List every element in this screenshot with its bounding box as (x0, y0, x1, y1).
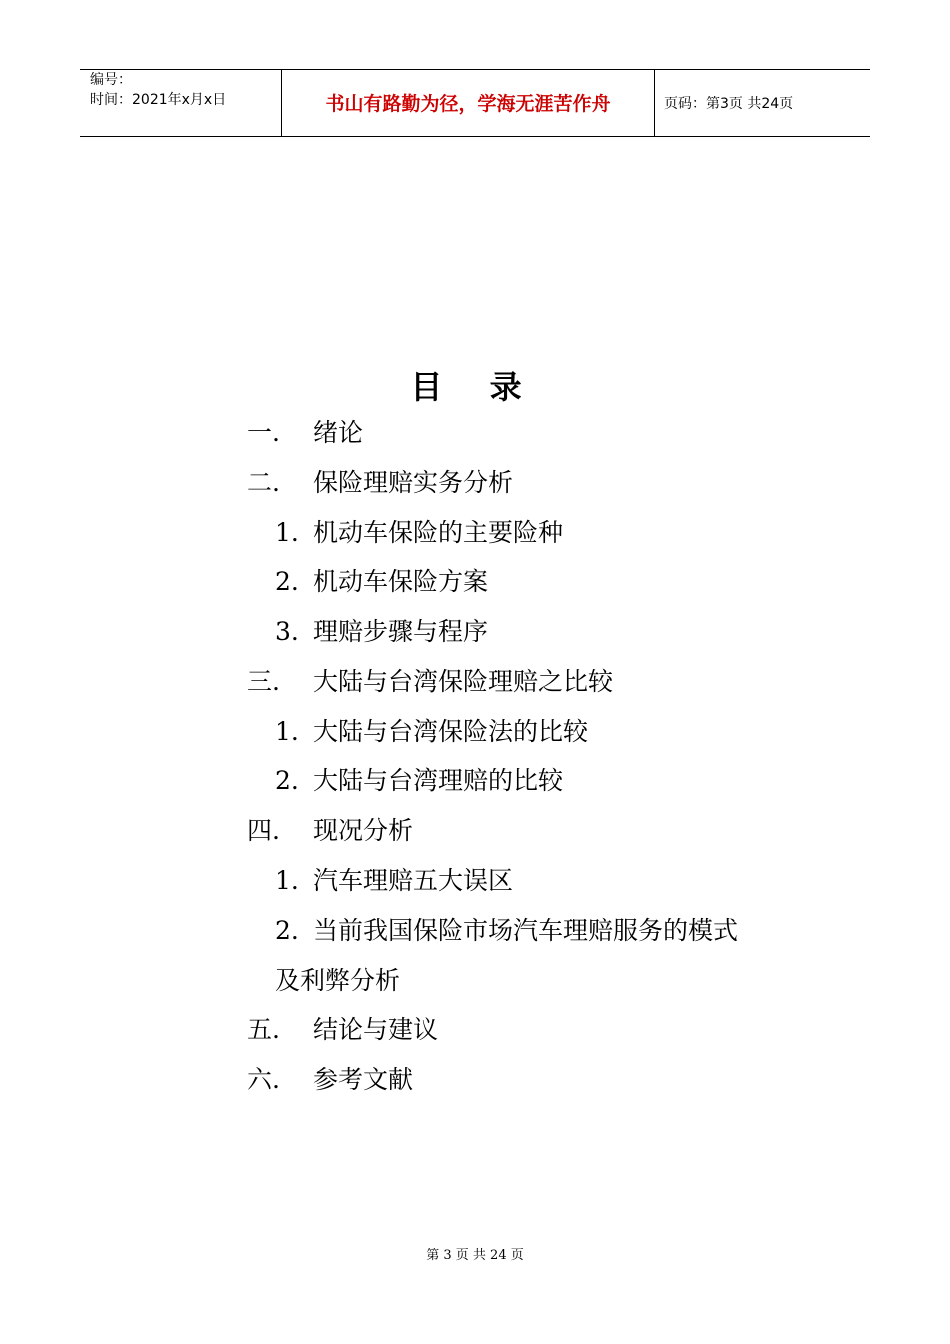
toc-item (247, 814, 413, 848)
toc-item (247, 466, 513, 500)
toc-item-text: 现况分析 (313, 816, 414, 845)
toc-item-text: 及利弊分析 (275, 966, 401, 995)
toc-item (247, 1063, 413, 1097)
toc-item-text: 大陆与台湾理赔的比较 (313, 766, 564, 795)
toc-item-number: 1. (275, 717, 299, 746)
toc-item-text: 参考文献 (313, 1065, 414, 1094)
toc-item-number: 六. (247, 1065, 280, 1094)
toc-item-text: 绪论 (313, 418, 364, 447)
toc-item (275, 914, 738, 948)
toc-item-number: 一. (247, 418, 280, 447)
toc-item (275, 864, 513, 898)
toc-item-number: 2. (275, 766, 299, 795)
toc-item-number: 2. (275, 916, 299, 945)
toc-item (275, 715, 588, 749)
toc-item (247, 1013, 438, 1047)
header-page-info: 页码：第3页 共24页 (664, 95, 794, 112)
toc-item-number: 四. (247, 816, 280, 845)
toc-item-number: 五. (247, 1015, 280, 1044)
header-bottom-rule (80, 136, 870, 137)
time-label: 时间：2021年x月x日 (90, 92, 227, 108)
toc-item-number: 1. (275, 518, 299, 547)
toc-item (247, 416, 363, 450)
toc-item-text: 大陆与台湾保险理赔之比较 (313, 667, 614, 696)
toc-item-number: 2. (275, 567, 299, 596)
header-meta (90, 70, 226, 110)
toc-item-text: 汽车理赔五大误区 (313, 866, 514, 895)
toc-item (275, 764, 563, 798)
toc-item (275, 516, 563, 550)
toc-item-text: 当前我国保险市场汽车理赔服务的模式 (313, 916, 739, 945)
header-motto: 书山有路勤为径，学海无涯苦作舟 (325, 93, 611, 115)
toc-item-text: 结论与建议 (313, 1015, 439, 1044)
serial-label: 编号： (90, 72, 132, 88)
toc-item-continuation (275, 964, 400, 998)
toc-item-number: 1. (275, 866, 299, 895)
toc-item-number: 3. (275, 617, 299, 646)
toc-item-text: 机动车保险方案 (313, 567, 489, 596)
toc-item (275, 615, 488, 649)
toc-item-number: 三. (247, 667, 280, 696)
toc-title: 目 录 (410, 368, 540, 406)
toc-item-text: 保险理赔实务分析 (313, 468, 514, 497)
footer-page-number: 第 3 页 共 24 页 (426, 1248, 524, 1263)
toc-item-number: 二. (247, 468, 280, 497)
toc-item (275, 565, 488, 599)
toc-item (247, 665, 613, 699)
toc-item-text: 大陆与台湾保险法的比较 (313, 717, 589, 746)
header-divider-right (654, 69, 655, 136)
toc-item-text: 理赔步骤与程序 (313, 617, 489, 646)
toc-item-text: 机动车保险的主要险种 (313, 518, 564, 547)
